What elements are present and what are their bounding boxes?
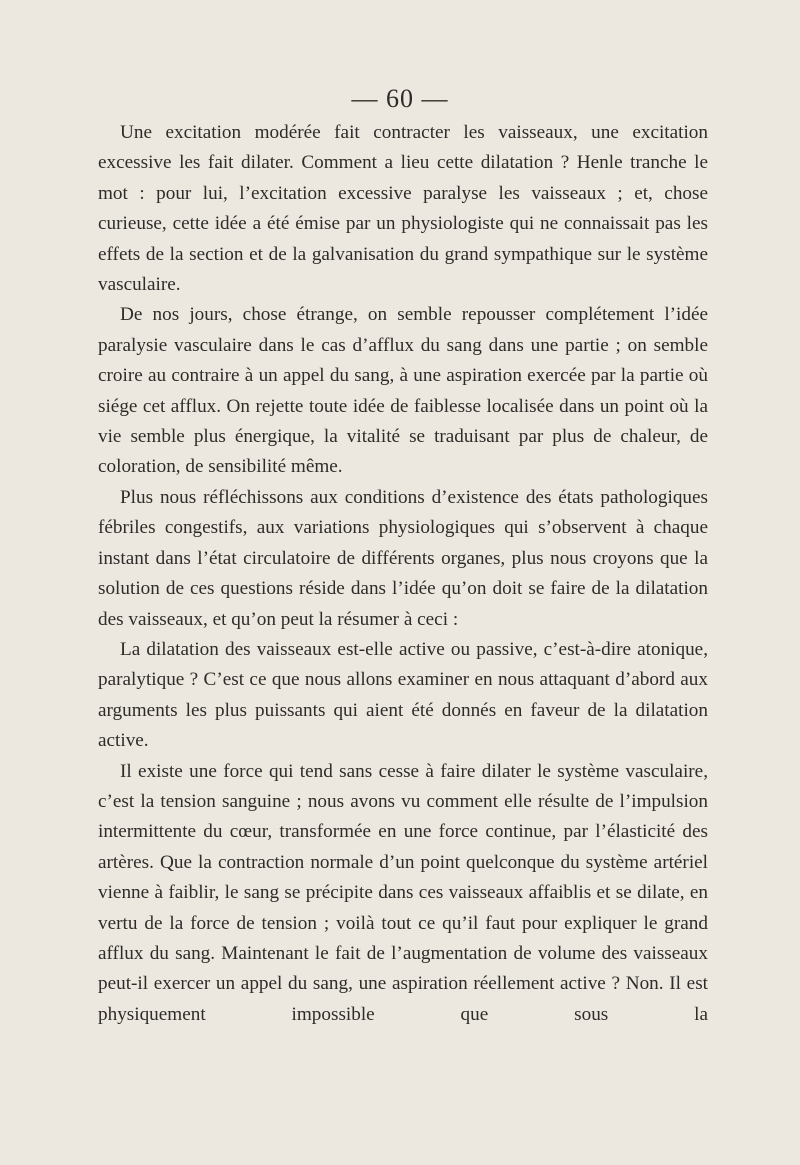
paragraph-4: La dilatation des vaisseaux est-elle active ou passive, c’est-à-dire atonique, paralytique ? C’est ce que nous allons examiner en nous attaquant d’abord aux arguments les plus puissants qui aient été donnés en faveur de la dilatation active. [98, 638, 708, 752]
page-number: — 60 — [351, 84, 449, 113]
paragraph-2: De nos jours, chose étrange, on semble repousser complétement l’idée paralysie vasculaire dans le cas d’afflux du sang dans une partie ; on semble croire au contraire à un appel du sang, à une aspiration exercée par la partie où siége cet afflux. On rejette toute idée de faiblesse localisée dans un point où la vie semble plus énergique, la vitalité se traduisant par plus de chaleur, de coloration, de sensibilité même. [98, 304, 708, 478]
paragraph-3: Plus nous réfléchissons aux conditions d’existence des états pathologiques fébriles congestifs, aux variations physiologiques qui s’observent à chaque instant dans l’état circulatoire de différents organes, plus nous croyons que la solution de ces questions réside dans l’idée qu’on doit se faire de la dilatation des vaisseaux, et qu’on peut la résumer à ceci : [98, 486, 708, 630]
body-text [98, 118, 708, 1030]
paragraph-1: Une excitation modérée fait contracter les vaisseaux, une excitation excessive les fait dilater. Comment a lieu cette dilatation ? Henle tranche le mot : pour lui, l’excitation excessive paralyse les vaisseaux ; et, chose curieuse, cette idée a été émise par un physiologiste qui ne connaissait pas les effets de la section et de la galvanisation du grand sympathique sur le système vasculaire. [98, 122, 708, 296]
paragraph-5: Il existe une force qui tend sans cesse à faire dilater le système vasculaire, c’est la tension sanguine ; nous avons vu comment elle résulte de l’impulsion intermittente du cœur, transformée en une force continue, par l’élasticité des artères. Que la contraction normale d’un point quelconque du système artériel vienne à faiblir, le sang se précipite dans ces vaisseaux affaiblis et se dilate, en vertu de la force de tension ; voilà tout ce qu’il faut pour expliquer le grand afflux du sang. Maintenant le fait de l’augmentation de volume des vaisseaux peut-il exercer un appel du sang, une aspiration réellement active ? Non. Il est physiquement impossible que sous la [98, 760, 708, 1025]
